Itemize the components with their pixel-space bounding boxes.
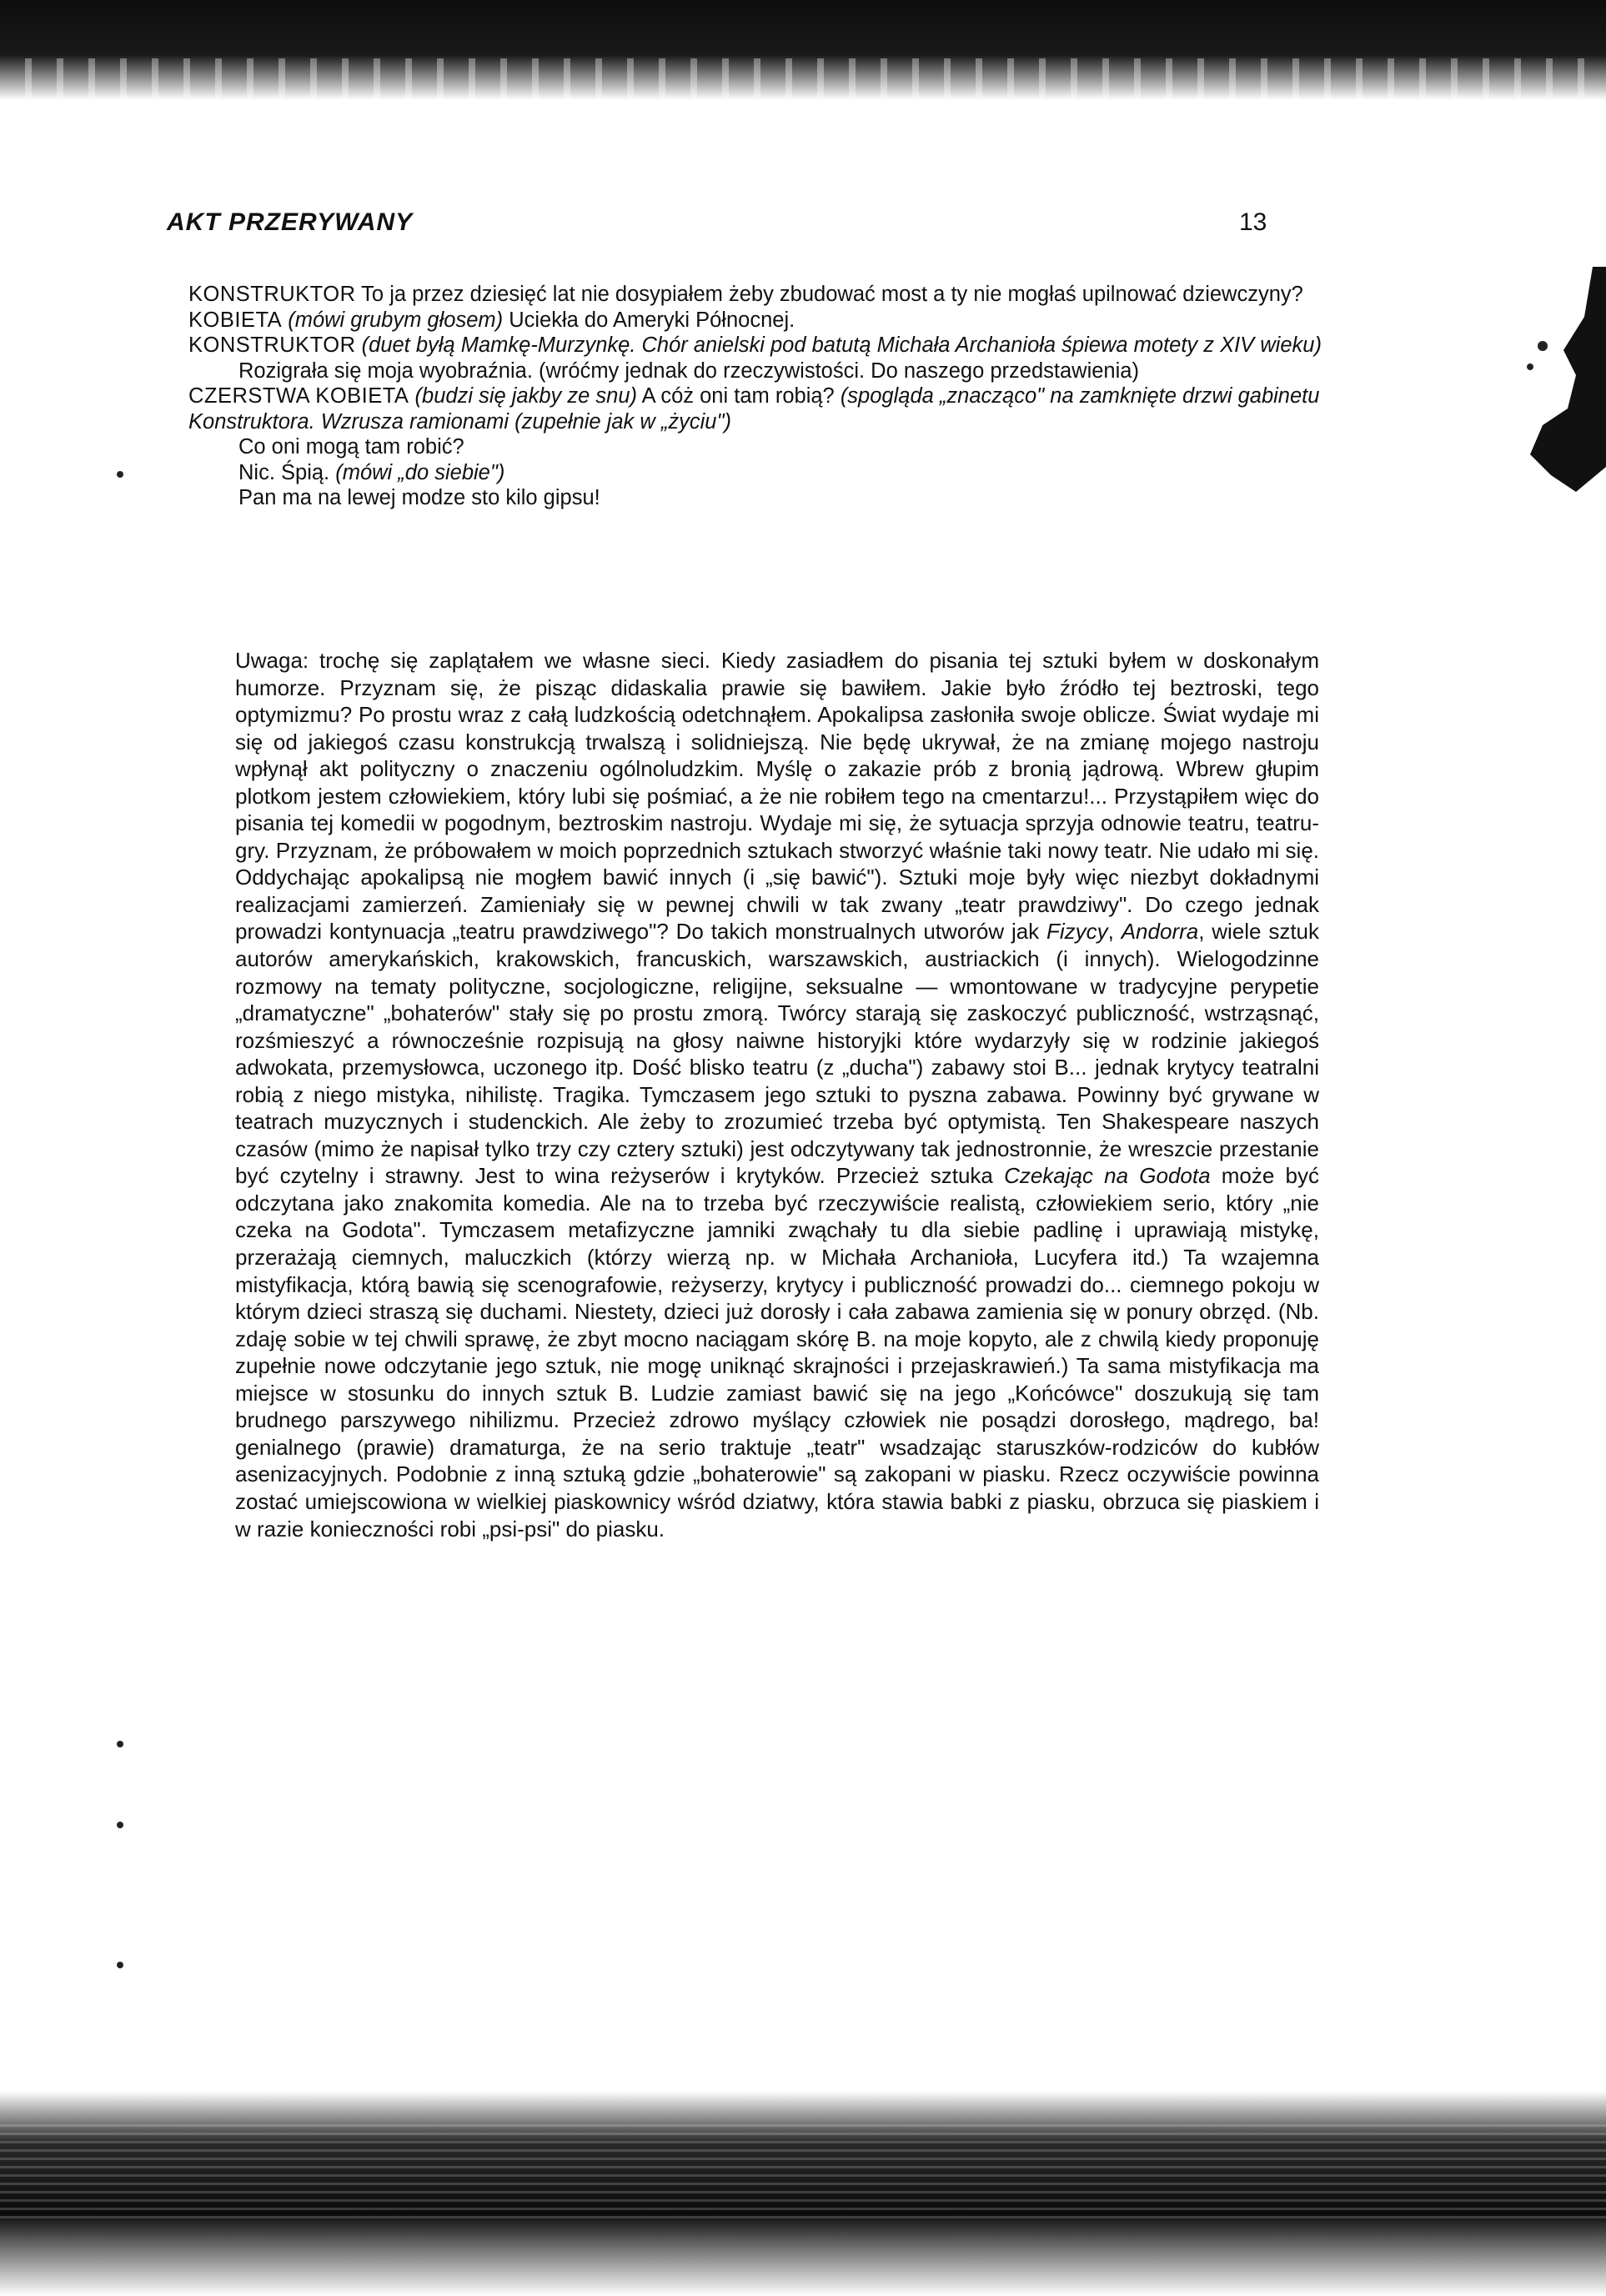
title-fizycy: Fizycy <box>1046 919 1108 945</box>
speaker-name: KOBIETA <box>188 308 283 332</box>
line-text: Rozigrała się moja wyobraźnia. (wróćmy jednak do rzeczywistości. Do naszego przedstawienia) <box>238 358 1139 383</box>
dialogue-line <box>188 460 1322 486</box>
stage-direction: (duet byłą Mamkę-Murzynkę. Chór anielski pod batutą Michała Archanioła śpiewa motety z XIV wieku) <box>355 333 1322 357</box>
stage-direction: (spogląda „znacząco" na zamknięte drzwi gabinetu Konstruktora. Wzrusza ramionami (zupełnie jak w „życiu") <box>188 384 1320 434</box>
dialogue-line <box>188 485 1322 511</box>
dialogue-line <box>188 333 1322 358</box>
dialogue-line <box>188 358 1322 384</box>
line-text: Uciekła do Ameryki Północnej. <box>503 308 795 332</box>
commentary-text: Uwaga: trochę się zaplątałem we własne sieci. Kiedy zasiadłem do pisania tej sztuki byłem w doskonałym humorze. Przyznam się, że pisząc didaskalia prawie się bawiłem. Jakie było źródło tej beztroski, tego optymizmu? Po prostu wraz z całą ludzkością odetchnąłem. Apokalipsa zasłoniła swoje oblicze. Świat wydaje mi się od jakiegoś czasu konstrukcją trwalszą i solidniejszą. Nie będę ukrywał, że na zmianę mojego nastroju wpłynął akt polityczny o znaczeniu ogólnoludzkim. Myślę o zakazie prób z bronią jądrową. Wbrew głupim plotkom jestem człowiekiem, który lubi się pośmiać, a że nie robiłem tego na cmentarzu!... Przystąpiłem więc do pisania tej komedii w pogodnym, beztroskim nastroju. Wydaje mi się, że sytuacja sprzyja odnowie teatru, teatru-gry. Przyznam, że próbowałem w moich poprzednich sztukach stworzyć właśnie taki nowy teatr. Nie udało mi się. Oddychając apokalipsą nie mogłem bawić innych (i „się bawić"). Sztuki moje były więc niezbyt dokładnymi realizacjami zamierzeń. Zamieniały się w pewnej chwili w tak zwany „teatr prawdziwy". Do czego jednak prowadzi kontynuacja „teatru prawdziwego"? Do takich monstrualnych utworów jak <box>235 648 1319 945</box>
title-andorra: Andorra <box>1121 919 1199 945</box>
line-text: Co oni mogą tam robić? <box>238 435 464 459</box>
line-text: Pan ma na lewej modze sto kilo gipsu! <box>238 486 600 509</box>
speaker-name: CZERSTWA KOBIETA <box>188 384 409 408</box>
dialogue-line <box>188 282 1322 308</box>
title-czekajac-na-godota: Czekając na Godota <box>1004 1163 1211 1189</box>
dialogue-line <box>188 384 1322 434</box>
commentary-text: może być odczytana jako znakomita komedia. Ale na to trzeba być rzeczywiście realistą, człowiekiem serio, który „nie czeka na Godota". Tymczasem metafizyczne jamniki zwąchały tu dla siebie padlinę i uprawiają mistykę, przerażają ciemnych, maluczkich (którzy wierzą np. w Michała Archanioła, Lucyfera itd.) Ta wzajemna mistyfikacja, którą bawią się scenografowie, reżyserzy, krytycy i publiczność prowadzi do... ciemnego pokoju w którym dzieci straszą się duchami. Niestety, dzieci już dorosły i cała zabawa zamienia się w ponury obrzęd. (Nb. zdaję sobie w tej chwili sprawę, że zbyt mocno naciągam skórę B. na moje kopyto, ale z chwilą kiedy proponuję zupełnie nowe odczytanie jego sztuk, nie mogę uniknąć skrajności i przejaskrawień.) Ta sama mistyfikacja ma miejsce w stosunku do innych sztuk B. Ludzie zamiast bawić się na jego „Końcówce" doszukują się tam brudnego parszywego nihilizmu. Przecież zdrowo myślący człowiek nie posądzi dorosłego, mądrego, ba! genialnego (prawie) dramaturga, że na serio traktuje „teatr" wsadzając staruszków-rodziców do kubłów asenizacyjnych. Podobnie z inną sztuką gdzie „bohaterowie" są zakopani w piasku. Rzecz oczywiście powinna zostać umiejscowiona w wielkiej piaskownicy wśród dziatwy, która stawia babki z piasku, obrzuca się piaskiem i w razie konieczności robi „psi-psi" do piasku. <box>235 1163 1319 1542</box>
margin-mark <box>117 1741 123 1747</box>
margin-mark <box>117 471 123 478</box>
line-text: A cóż oni tam robią? <box>637 384 835 408</box>
speaker-name: KONSTRUKTOR <box>188 283 356 306</box>
line-text: Nic. Śpią. <box>238 460 330 484</box>
dialogue-line <box>188 308 1322 333</box>
commentary-paragraph <box>235 647 1319 1542</box>
line-text: To ja przez dziesięć lat nie dosypiałem żeby zbudować most a ty nie mogłaś upilnować dziewczyny? <box>355 283 1303 306</box>
running-head: AKT PRZERYWANY <box>167 208 414 236</box>
ink-blot-decoration <box>1451 267 1606 500</box>
dialogue-line <box>188 434 1322 460</box>
commentary-text: , wiele sztuk autorów amerykańskich, krakowskich, francuskich, warszawskich, austriackich (i innych). Wielogodzinne rozmowy na tematy polityczne, socjologiczne, religijne, seksualne — wmontowane w tradycyjne perypetie „dramatyczne" „bohaterów" stały się po prostu zmorą. Twórcy starają się zaskoczyć publiczność, wstrząsnąć, rozśmieszyć a równocześnie rozpisują na głosy naiwne historyjki które wydarzyły się w rodzinie jakiegoś adwokata, przemysłowca, uczonego itp. Dość blisko teatru (z „ducha") zabawy stoi B... jednak krytycy teatralni robią z niego mistyka, nihilistę. Tragika. Tymczasem jego sztuki to pyszna zabawa. Powinny być grywane w teatrach muzycznych i studenckich. Ale żeby to zrozumieć trzeba być optymistą. Ten Shakespeare naszych czasów (mimo że napisał tylko trzy czy cztery sztuki) jest odczytywany tak jednostronnie, że wreszcie przestanie być czytelny i strawny. Jest to wina reżyserów i krytyków. Przecież sztuka <box>235 919 1320 1189</box>
author-commentary <box>235 647 1319 1542</box>
speaker-name: KONSTRUKTOR <box>188 333 356 357</box>
stage-direction: (mówi grubym głosem) <box>282 308 504 332</box>
margin-mark <box>117 1822 123 1828</box>
stage-direction: (mówi „do siebie") <box>329 460 505 484</box>
scan-top-edge <box>0 0 1606 100</box>
dialogue-block <box>188 282 1322 511</box>
margin-mark <box>117 1962 123 1968</box>
scan-bottom-edge <box>0 2091 1606 2296</box>
page-number: 13 <box>1239 208 1267 236</box>
stage-direction: (budzi się jakby ze snu) <box>409 384 637 408</box>
comma-separator: , <box>1107 919 1122 945</box>
